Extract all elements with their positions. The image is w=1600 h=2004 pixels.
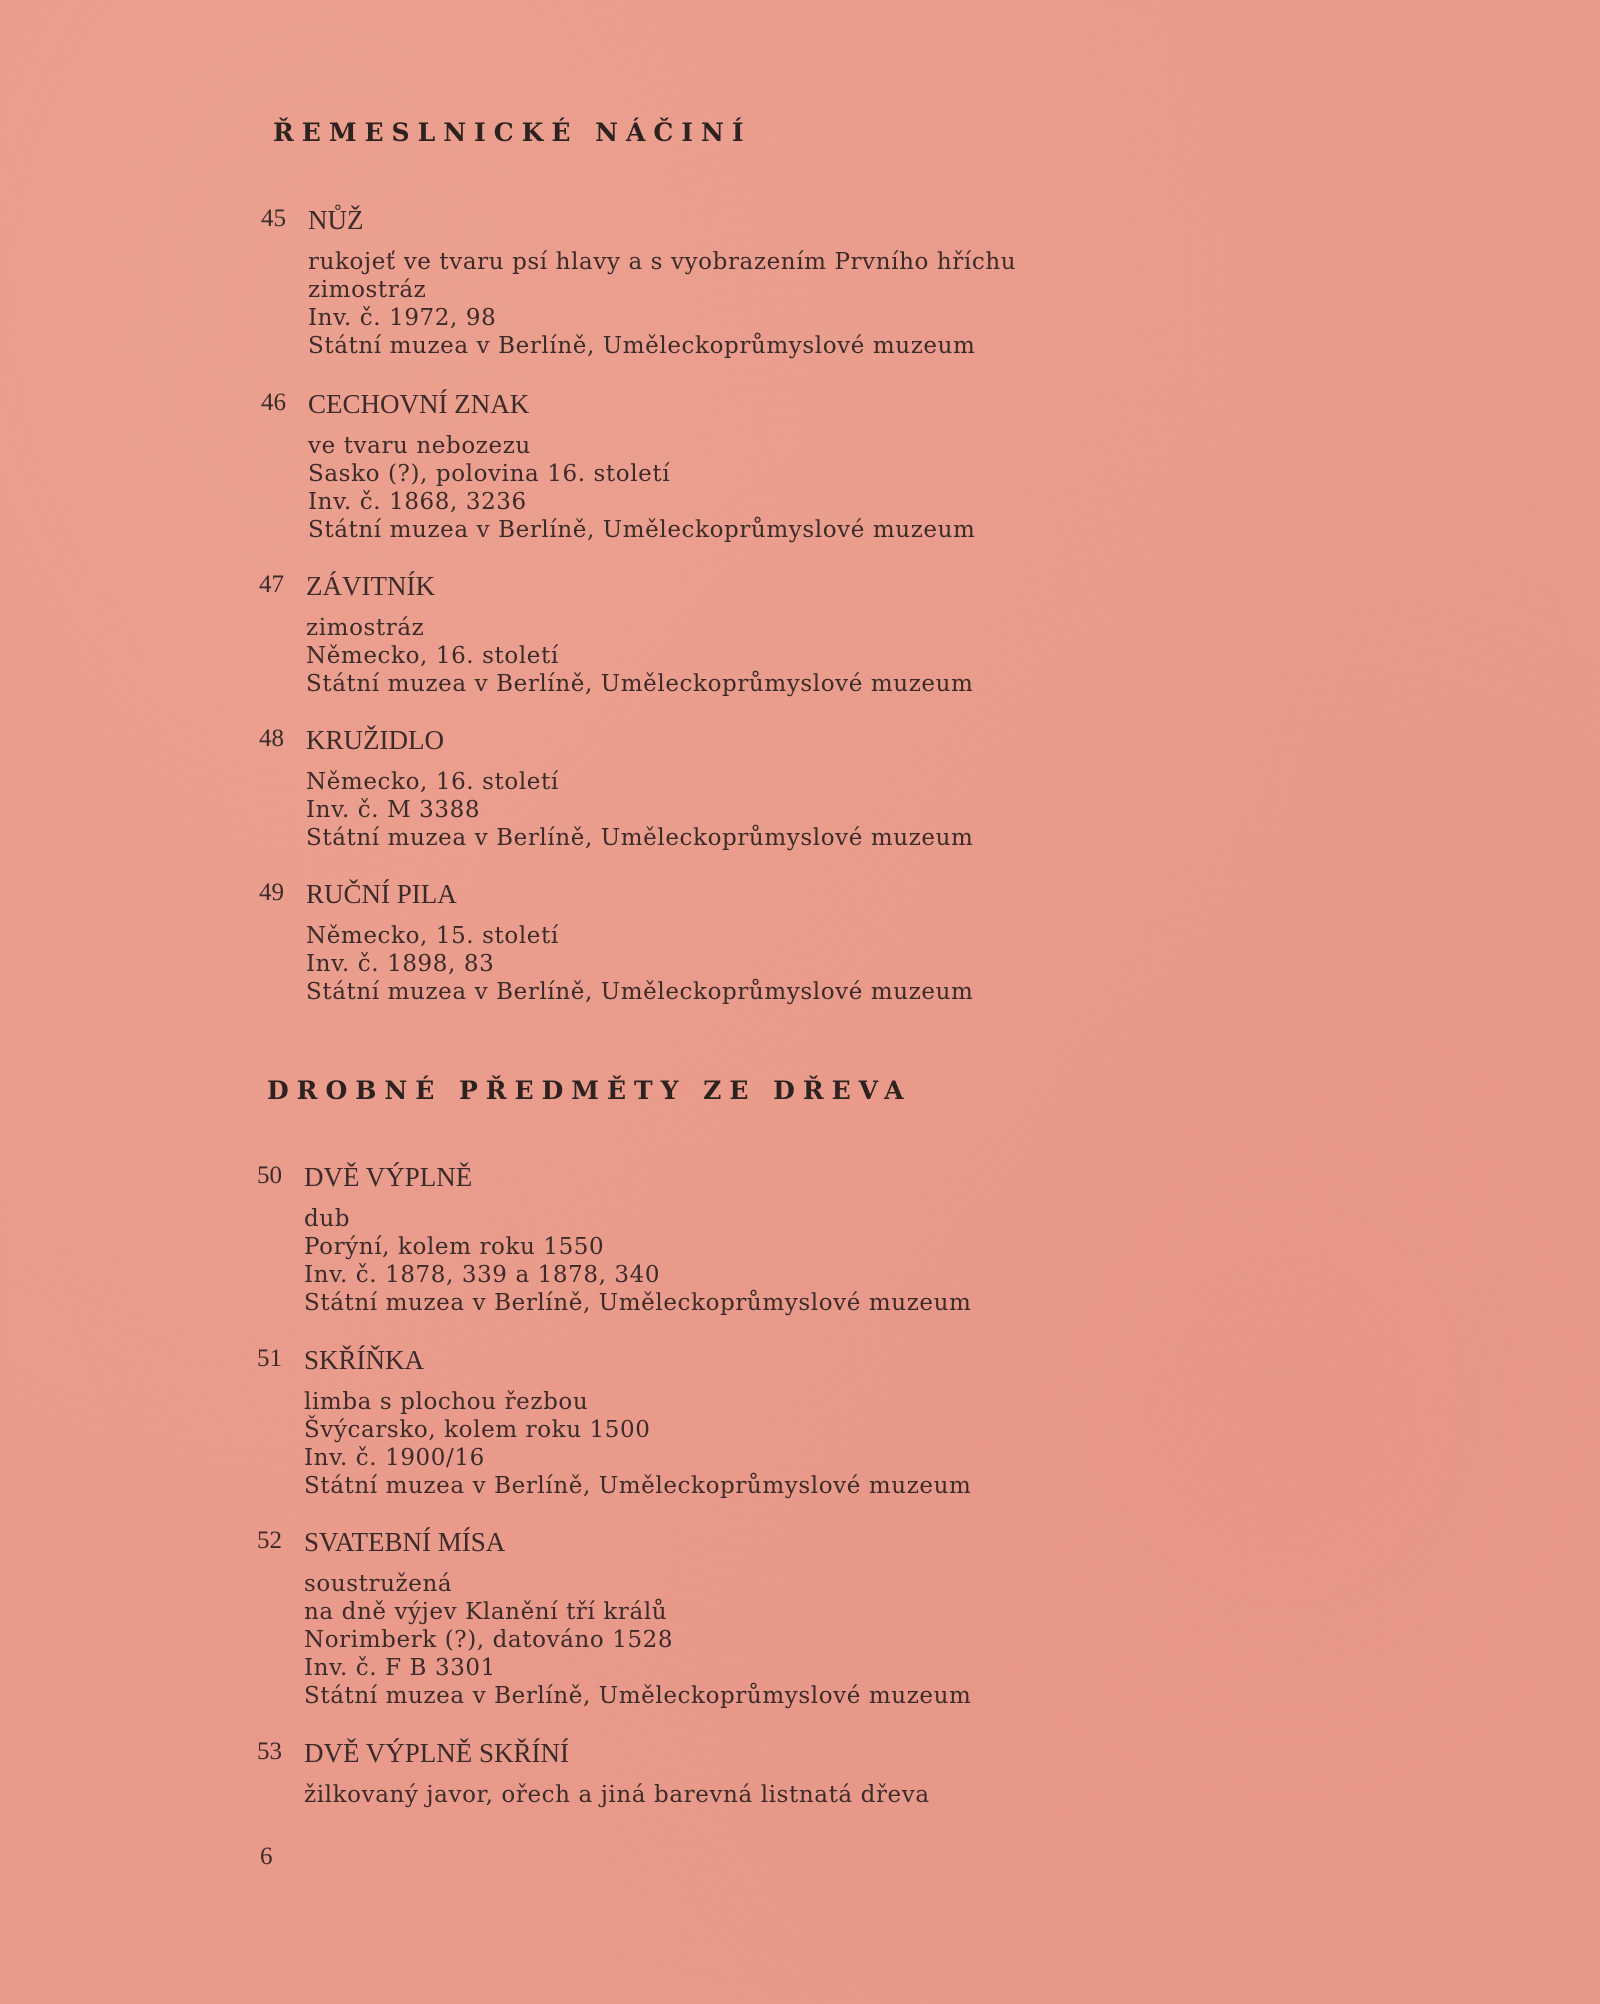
entry-line: Německo, 15. století xyxy=(306,923,559,949)
entry-number: 52 xyxy=(257,1527,282,1554)
entry-line: ve tvaru nebozezu xyxy=(308,433,531,459)
entry-title: KRUŽIDLO xyxy=(306,725,444,755)
entry-description xyxy=(306,922,973,1006)
entry-line: Státní muzea v Berlíně, Uměleckoprůmyslové muzeum xyxy=(304,1473,972,1499)
entry-line: Inv. č. 1868, 3236 xyxy=(308,489,527,515)
entry-line: Inv. č. 1900/16 xyxy=(304,1445,485,1471)
entry-description xyxy=(308,248,1016,360)
entry-line: Norimberk (?), datováno 1528 xyxy=(304,1627,674,1653)
entry-description xyxy=(304,1388,971,1500)
entry-description xyxy=(304,1570,971,1710)
entry-line: Sasko (?), polovina 16. století xyxy=(308,461,671,487)
entry-line: Německo, 16. století xyxy=(306,643,559,669)
entry-number: 45 xyxy=(261,205,286,232)
entry-title: SVATEBNÍ MÍSA xyxy=(304,1527,506,1557)
entry-line: Švýcarsko, kolem roku 1500 xyxy=(304,1417,651,1443)
entry-line: Inv. č. 1972, 98 xyxy=(308,305,497,331)
entry-line: Inv. č. F B 3301 xyxy=(304,1655,496,1681)
entry-description xyxy=(304,1205,971,1317)
entry-number: 48 xyxy=(259,725,284,752)
entry-line: žilkovaný javor, ořech a jiná barevná listnatá dřeva xyxy=(304,1782,930,1808)
entry-number: 50 xyxy=(257,1162,282,1189)
entry-line: Státní muzea v Berlíně, Uměleckoprůmyslové muzeum xyxy=(308,333,976,359)
page-number: 6 xyxy=(260,1843,273,1870)
entry-number: 49 xyxy=(259,879,284,906)
entry-description xyxy=(308,432,975,544)
entry-title: ZÁVITNÍK xyxy=(306,571,435,601)
entry-title: DVĚ VÝPLNĚ SKŘÍNÍ xyxy=(304,1738,570,1768)
entry-line: Státní muzea v Berlíně, Uměleckoprůmyslové muzeum xyxy=(308,517,976,543)
entry-line: rukojeť ve tvaru psí hlavy a s vyobrazením Prvního hříchu xyxy=(308,249,1017,275)
entry-description xyxy=(306,768,973,852)
entry-title: RUČNÍ PILA xyxy=(306,879,457,909)
entry-line: dub xyxy=(304,1206,351,1232)
entry-line: na dně výjev Klanění tří králů xyxy=(304,1599,668,1625)
entry-number: 51 xyxy=(257,1345,282,1372)
entry-title: CECHOVNÍ ZNAK xyxy=(308,389,530,419)
entry-line: Státní muzea v Berlíně, Uměleckoprůmyslové muzeum xyxy=(304,1683,972,1709)
entry-description xyxy=(304,1781,930,1809)
entry-line: limba s plochou řezbou xyxy=(304,1389,589,1415)
section-heading-remeslnicke-nacini: ŘEMESLNICKÉ NÁČINÍ xyxy=(273,118,752,147)
entry-line: Inv. č. 1878, 339 a 1878, 340 xyxy=(304,1262,661,1288)
entry-line: soustružená xyxy=(304,1571,453,1597)
entry-line: Porýní, kolem roku 1550 xyxy=(304,1234,605,1260)
section-heading-drobne-predmety: DROBNÉ PŘEDMĚTY ZE DŘEVA xyxy=(267,1076,912,1105)
entry-line: Inv. č. M 3388 xyxy=(306,797,481,823)
entry-line: Státní muzea v Berlíně, Uměleckoprůmyslové muzeum xyxy=(306,671,974,697)
entry-number: 47 xyxy=(259,571,284,598)
entry-description xyxy=(306,614,973,698)
entry-line: Státní muzea v Berlíně, Uměleckoprůmyslové muzeum xyxy=(304,1290,972,1316)
entry-number: 46 xyxy=(261,389,286,416)
entry-line: zimostráz xyxy=(306,615,425,641)
entry-title: SKŘÍŇKA xyxy=(304,1345,425,1375)
entry-line: Státní muzea v Berlíně, Uměleckoprůmyslové muzeum xyxy=(306,825,974,851)
entry-line: Inv. č. 1898, 83 xyxy=(306,951,495,977)
entry-title: NŮŽ xyxy=(308,205,364,235)
entry-number: 53 xyxy=(257,1738,282,1765)
entry-line: Německo, 16. století xyxy=(306,769,559,795)
entry-title: DVĚ VÝPLNĚ xyxy=(304,1162,473,1192)
entry-line: Státní muzea v Berlíně, Uměleckoprůmyslové muzeum xyxy=(306,979,974,1005)
entry-line: zimostráz xyxy=(308,277,427,303)
